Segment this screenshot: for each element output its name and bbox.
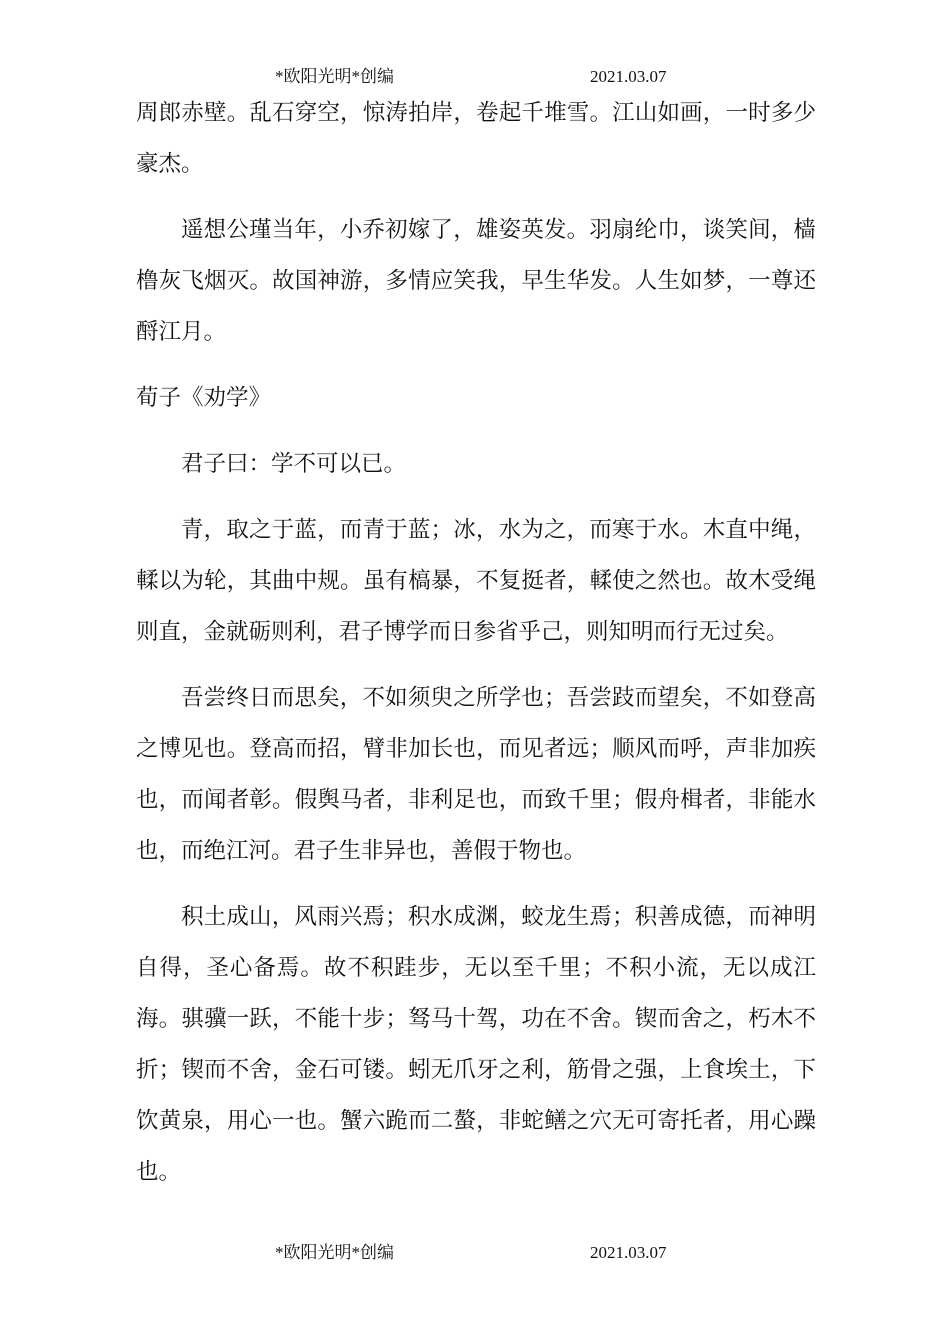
- page-header: [0, 64, 950, 90]
- paragraph-quanxue-jitu: 积土成山，风雨兴焉；积水成渊，蛟龙生焉；积善成德，而神明自得，圣心备焉。故不积跬步，无以至千里；不积小流，无以成江海。骐骥一跃，不能十步；驽马十驾，功在不舍。锲而舍之，朽木不折；锲而不舍，金石可镂。蚓无爪牙之利，筋骨之强，上食埃土，下饮黄泉，用心一也。蟹六跪而二螯，非蛇鳝之穴无可寄托者，用心躁也。: [136, 904, 816, 1185]
- header-date: 2021.03.07: [590, 67, 667, 86]
- header-author: *欧阳光明*创编: [275, 67, 394, 86]
- page-footer: [0, 1240, 950, 1266]
- paragraph-quanxue-wuchang: 吾尝终日而思矣，不如须臾之所学也；吾尝跂而望矣，不如登高之博见也。登高而招，臂非加长也，而见者远；顺风而呼，声非加疾也，而闻者彰。假舆马者，非利足也，而致千里；假舟楫者，非能水也，而绝江河。君子生非异也，善假于物也。: [136, 685, 816, 864]
- footer-date: 2021.03.07: [590, 1243, 667, 1262]
- paragraph-quanxue-qing: 青，取之于蓝，而青于蓝；冰，水为之，而寒于水。木直中绳，輮以为轮，其曲中规。虽有槁暴，不复挺者，輮使之然也。故木受绳则直，金就砺则利，君子博学而日参省乎己，则知明而行无过矣。: [136, 517, 816, 645]
- footer-author: *欧阳光明*创编: [275, 1243, 394, 1262]
- paragraph-chibi-gongjin: 遥想公瑾当年，小乔初嫁了，雄姿英发。羽扇纶巾，谈笑间，樯橹灰飞烟灭。故国神游，多情应笑我，早生华发。人生如梦，一尊还酹江月。: [136, 217, 816, 345]
- paragraph-chibi-continuation: 周郎赤壁。乱石穿空，惊涛拍岸，卷起千堆雪。江山如画，一时多少豪杰。: [136, 100, 816, 177]
- paragraph-quanxue-opening: 君子曰：学不可以已。: [181, 451, 407, 477]
- section-title-quanxue: 荀子《劝学》: [136, 385, 272, 411]
- document-body: [136, 88, 816, 1213]
